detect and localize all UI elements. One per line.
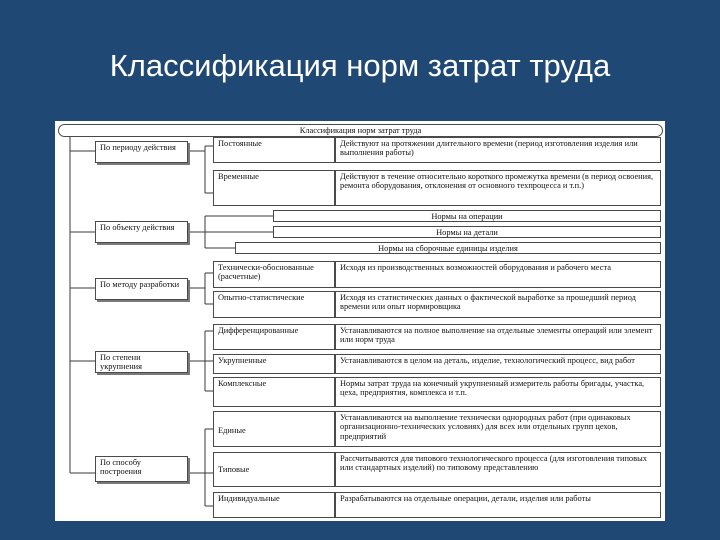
method-technical-label: Технически-обоснованные (расчетные) <box>213 261 335 288</box>
category-by-period: По периоду действия <box>95 141 188 163</box>
build-typical-label: Типовые <box>213 452 335 487</box>
build-typical-desc: Рассчитываются для типового технологического процесса (для изготовления типовых или стандартных изделий) по типовому представлению <box>335 452 661 487</box>
method-technical-desc: Исходя из производственных возможностей оборудования и рабочего места <box>335 261 661 288</box>
build-individual-desc: Разрабатываются на отдельные операции, детали, изделия или работы <box>335 492 661 518</box>
object-operations: Нормы на операции <box>273 210 661 222</box>
root-node: Классификация норм затрат труда <box>58 124 663 137</box>
object-parts: Нормы на детали <box>273 226 661 238</box>
period-permanent-label: Постоянные <box>213 137 335 163</box>
enlarge-differentiated-label: Дифференцированные <box>213 324 335 350</box>
enlarge-complex-desc: Нормы затрат труда на конечный укрупненный измеритель работы бригады, участка, цеха, предприятия, комплекса и т.п. <box>335 377 661 407</box>
enlarge-complex-label: Комплексные <box>213 377 335 407</box>
category-by-enlargement: По степени укрупнения <box>95 351 188 373</box>
method-statistical-desc: Исходя из статистических данных о фактической выработке за прошедший период времени или опыт нормировщика <box>335 291 661 318</box>
category-by-object: По объекту действия <box>95 221 188 243</box>
category-by-construction: По способу построения <box>95 456 188 482</box>
enlarge-differentiated-desc: Устанавливаются на полное выполнение на отдельные элементы операций или элемент или норм труда <box>335 324 661 350</box>
build-unified-label: Единые <box>213 411 335 447</box>
classification-diagram <box>55 121 665 521</box>
enlarge-enlarged-label: Укрупненные <box>213 354 335 374</box>
method-statistical-label: Опытно-статистические <box>213 291 335 318</box>
category-by-method: По методу разработки <box>95 278 188 300</box>
period-temporary-label: Временные <box>213 170 335 206</box>
slide-title: Классификация норм затрат труда <box>109 48 611 83</box>
period-temporary-desc: Действуют в течение относительно короткого промежутка времени (в период освоения, ремонта оборудования, отклонения от основного техпроцесса и т.п.) <box>335 170 661 206</box>
build-unified-desc: Устанавливаются на выполнение технически однородных работ (при одинаковых организационно-технических условиях) для всех или отдельных групп цехов, предприятий <box>335 411 661 447</box>
object-assemblies: Нормы на сборочные единицы изделия <box>235 242 661 254</box>
enlarge-enlarged-desc: Устанавливаются в целом на деталь, изделие, технологический процесс, вид работ <box>335 354 661 374</box>
period-permanent-desc: Действуют на протяжении длительного времени (период изготовления изделия или выполнения работы) <box>335 137 661 163</box>
build-individual-label: Индивидуальные <box>213 492 335 518</box>
